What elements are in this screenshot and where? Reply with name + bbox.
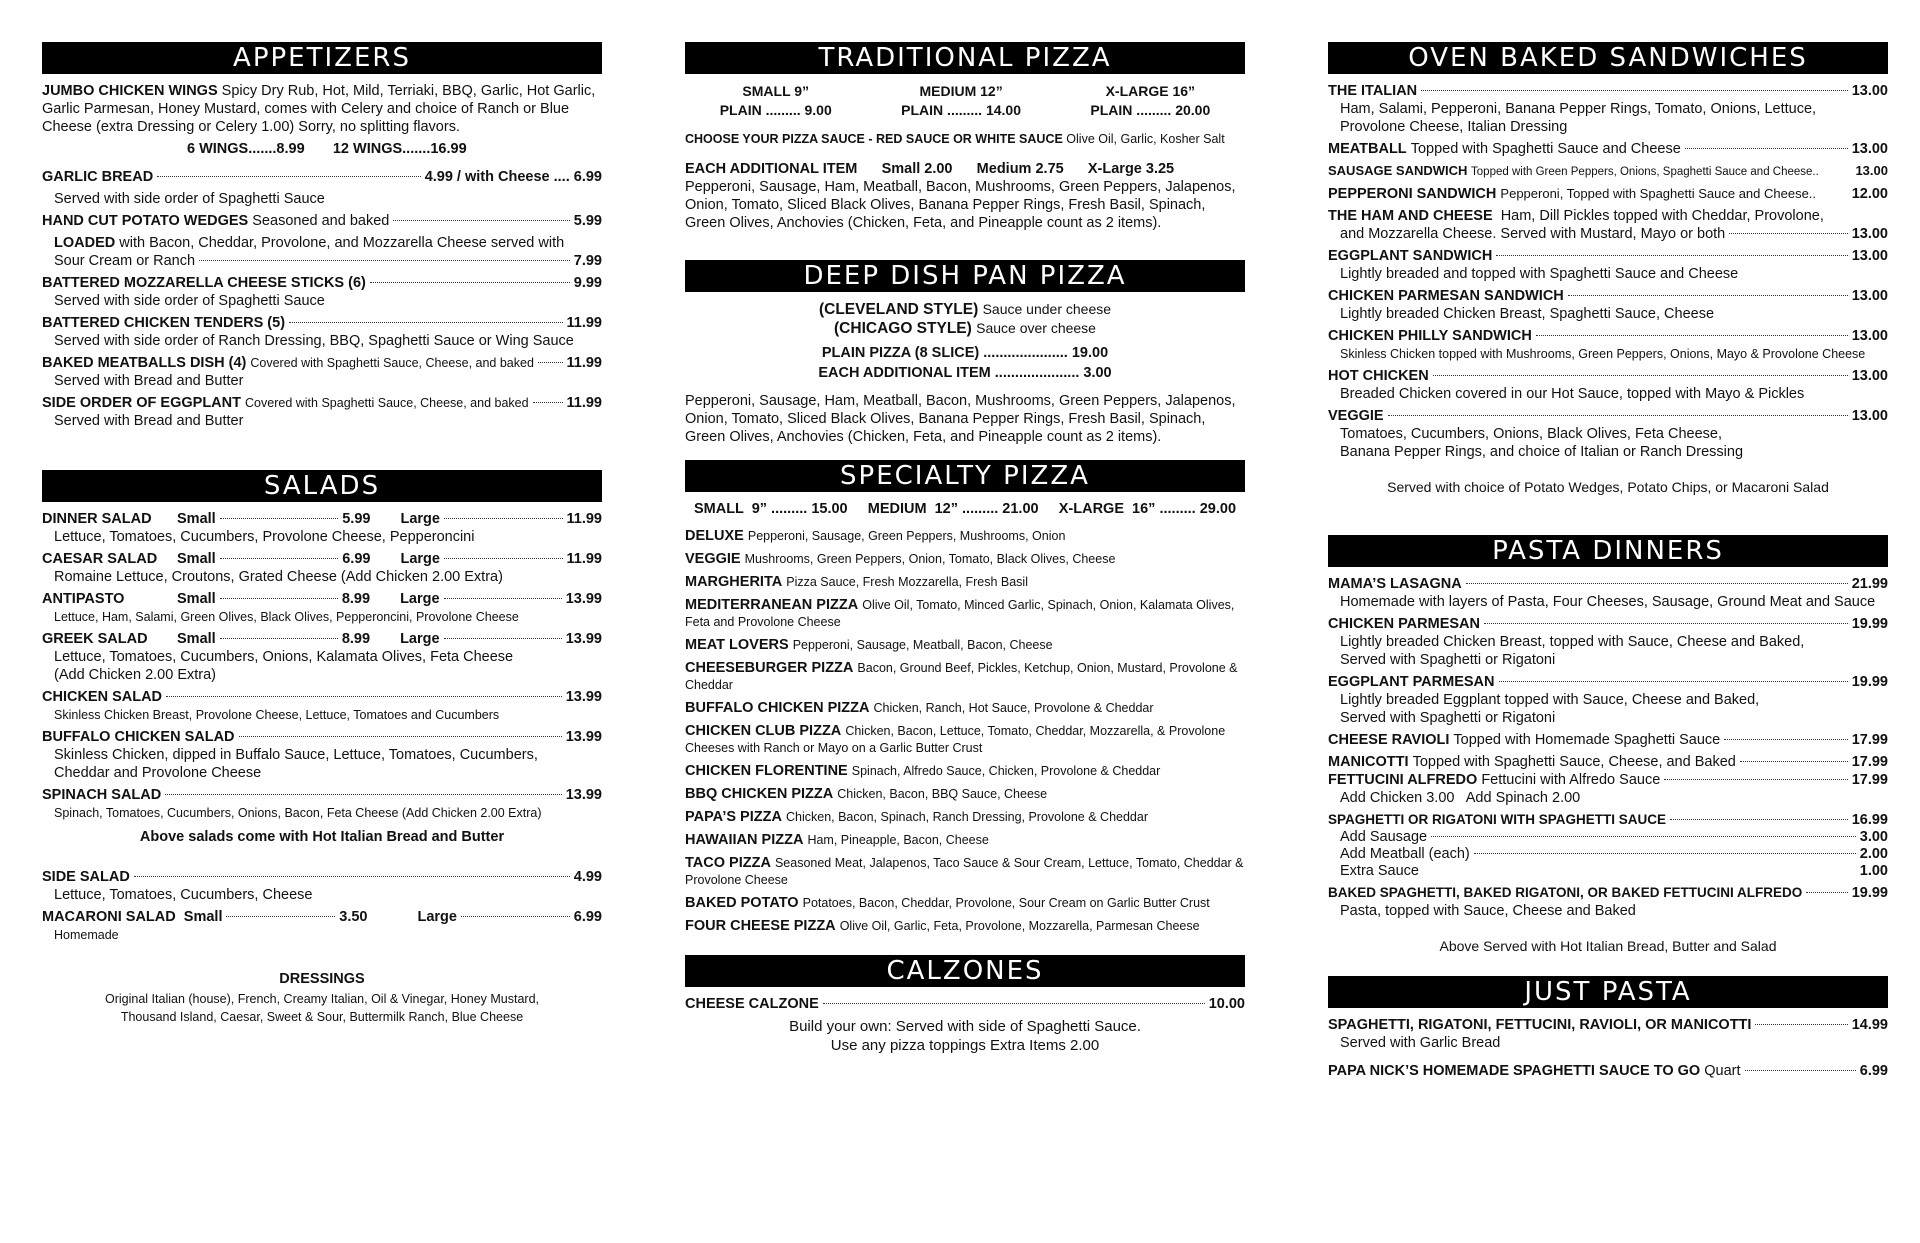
cleveland-style: (CLEVELAND STYLE) Sauce under cheese (818, 301, 1112, 318)
specialty-pizza-item: FOUR CHEESE PIZZA Olive Oil, Garlic, Feta, Provolone, Mozzarella, Parmesan Cheese (685, 918, 1200, 934)
specialty-pizza-item: BUFFALO CHICKEN PIZZA Chicken, Ranch, Hot Sauce, Provolone & Cheddar (685, 700, 1154, 716)
menu-item-chicken-philly: CHICKEN PHILLY SANDWICH 13.00 (1328, 328, 1888, 344)
specialty-sizes: SMALL 9” ......... 15.00 MEDIUM 12” ......... 21.00 X-LARGE 16” ......... 29.00 (693, 501, 1237, 517)
tenders-desc: Served with side order of Ranch Dressing, BBQ, Spaghetti Sauce or Wing Sauce (54, 333, 574, 349)
chicken-salad-desc: Skinless Chicken Breast, Provolone Cheese, Lettuce, Tomatoes and Cucumbers (54, 708, 500, 722)
menu-item-sausage-sandwich: SAUSAGE SANDWICH Topped with Green Peppers, Onions, Spaghetti Sauce and Cheese.. 13.00 (1328, 163, 1888, 178)
specialty-pizza-item: HAWAIIAN PIZZA Ham, Pineapple, Bacon, Cheese (685, 832, 989, 848)
salad-desc: Lettuce, Ham, Salami, Green Olives, Black Olives, Pepperoncini, Provolone Cheese (54, 610, 519, 624)
eggplant-parmesan-desc2: Served with Spaghetti or Rigatoni (1340, 710, 1556, 726)
chicken-parm-sandwich-desc: Lightly breaded Chicken Breast, Spaghetti Sauce, Cheese (1340, 306, 1715, 322)
menu-item-salad: DINNER SALAD Small 5.99 Large 11.99 (42, 511, 603, 527)
dressings-line2: Thousand Island, Caesar, Sweet & Sour, Buttermilk Ranch, Blue Cheese (120, 1010, 524, 1024)
alfredo-addons: Add Chicken 3.00 Add Spinach 2.00 (1340, 790, 1581, 806)
add-sausage-row: Add Sausage 3.00 (1340, 829, 1888, 845)
menu-item-baked-pasta: BAKED SPAGHETTI, BAKED RIGATONI, OR BAKED FETTUCINI ALFREDO 19.99 (1328, 885, 1888, 901)
chicken-philly-desc: Skinless Chicken topped with Mushrooms, Green Peppers, Onions, Mayo & Provolone Cheese (1340, 347, 1866, 361)
dressings-line1: Original Italian (house), French, Creamy Italian, Oil & Vinegar, Honey Mustard, (105, 992, 539, 1006)
specialty-pizza-item: DELUXE Pepperoni, Sausage, Green Peppers, Mushrooms, Onion (685, 528, 1066, 544)
just-pasta-header: JUST PASTA (1328, 976, 1888, 1008)
specialty-pizza-item: MEAT LOVERS Pepperoni, Sausage, Meatball, Bacon, Cheese (685, 637, 1053, 653)
salad-desc: Lettuce, Tomatoes, Cucumbers, Onions, Kalamata Olives, Feta Cheese (54, 649, 514, 665)
column-middle (685, 42, 1245, 1055)
salads-header: SALADS (42, 470, 602, 502)
traditional-toppings: Pepperoni, Sausage, Ham, Meatball, Bacon, Mushrooms, Green Peppers, Jalapenos, Onion, Tomato, Sliced Black Olives, Banana Pepper Rings, Fresh Basil, Spinach, Green Olives, Anchovies (Chicken, Feta, and Pineapple count as 2 items). (685, 179, 1236, 231)
menu-item-italian: THE ITALIAN 13.00 (1328, 83, 1888, 99)
menu-item-side-salad: SIDE SALAD 4.99 (42, 869, 602, 885)
menu-item-fettucini-alfredo: FETTUCINI ALFREDO Fettucini with Alfredo Sauce 17.99 (1328, 772, 1888, 788)
specialty-pizza-item: VEGGIE Mushrooms, Green Peppers, Onion, Tomato, Black Olives, Cheese (685, 551, 1116, 567)
meatballs-desc: Served with Bread and Butter (54, 373, 244, 389)
just-pasta-desc: Served with Garlic Bread (1340, 1035, 1501, 1051)
specialty-pizza-item: PAPA’S PIZZA Chicken, Bacon, Spinach, Ranch Dressing, Provolone & Cheddar (685, 809, 1148, 825)
menu-item-chicken-tenders: BATTERED CHICKEN TENDERS (5) 11.99 (42, 315, 602, 331)
menu-item-wings: JUMBO CHICKEN WINGS Spicy Dry Rub, Hot, Mild, Terriaki, BBQ, Garlic, Hot Garlic, Garlic Parmesan, Honey Mustard, comes with Celery and choice of Ranch or Blue Cheese (extra Dressing or Celery 1.00) Sorry, no splitting flavors. (42, 83, 596, 135)
extra-sauce-row: Extra Sauce 1.00 (1340, 863, 1888, 879)
hot-chicken-desc: Breaded Chicken covered in our Hot Sauce, topped with Mayo & Pickles (1340, 386, 1805, 402)
menu-item-loaded: LOADED with Bacon, Cheddar, Provolone, and Mozzarella Cheese served with (54, 235, 565, 251)
salad-desc2: (Add Chicken 2.00 Extra) (54, 667, 216, 683)
specialty-pizza-item: CHICKEN CLUB PIZZA Chicken, Bacon, Lettuce, Tomato, Cheddar, Mozzarella, & Provolone Cheeses with Ranch or Mayo on a Garlic Butter Crust (685, 723, 1226, 755)
add-meatball-row: Add Meatball (each) 2.00 (1340, 846, 1888, 862)
menu-item-garlic-bread: GARLIC BREAD 4.99 / with Cheese .... 6.99 (42, 169, 602, 185)
traditional-pizza-header: TRADITIONAL PIZZA (685, 42, 1245, 74)
specialty-pizza-item: BAKED POTATO Potatoes, Bacon, Cheddar, Provolone, Sour Cream on Garlic Butter Crust (685, 895, 1210, 911)
garlic-bread-desc: Served with side order of Spaghetti Sauce (54, 191, 325, 207)
menu-item-spaghetti-rigatoni: SPAGHETTI OR RIGATONI WITH SPAGHETTI SAUCE 16.99 (1328, 812, 1888, 828)
specialty-pizza-item: CHICKEN FLORENTINE Spinach, Alfredo Sauce, Chicken, Provolone & Cheddar (685, 763, 1161, 779)
ham-cheese-row: and Mozzarella Cheese. Served with Mustard, Mayo or both 13.00 (1340, 226, 1888, 242)
deep-dish-each: EACH ADDITIONAL ITEM ..................... 3.00 (818, 365, 1112, 381)
salad-desc: Lettuce, Tomatoes, Cucumbers, Provolone Cheese, Pepperoncini (54, 529, 475, 545)
calzone-note1: Build your own: Served with side of Spaghetti Sauce. (789, 1018, 1141, 1035)
menu-item-veggie-sandwich: VEGGIE 13.00 (1328, 408, 1888, 424)
wings-prices: 6 WINGS.......8.99 12 WINGS.......16.99 (187, 141, 467, 157)
appetizers-header: APPETIZERS (42, 42, 602, 74)
loaded-price-row: Sour Cream or Ranch 7.99 (54, 253, 602, 269)
sandwiches-note: Served with choice of Potato Wedges, Potato Chips, or Macaroni Salad (1387, 479, 1829, 495)
menu-item-salad: GREEK SALAD Small 8.99 Large 13.99 (42, 631, 602, 647)
menu-item-sauce-to-go: PAPA NICK’S HOMEMADE SPAGHETTI SAUCE TO GO Quart 6.99 (1328, 1063, 1888, 1079)
spinach-salad-desc: Spinach, Tomatoes, Cucumbers, Onions, Bacon, Feta Cheese (Add Chicken 2.00 Extra) (54, 806, 542, 820)
specialty-pizza-item: TACO PIZZA Seasoned Meat, Jalapenos, Taco Sauce & Sour Cream, Lettuce, Tomato, Cheddar & Provolone Cheese (685, 855, 1244, 887)
specialty-list (685, 528, 1245, 935)
menu-item-macaroni-salad: MACARONI SALAD Small 3.50 Large 6.99 (42, 909, 602, 925)
deep-dish-toppings: Pepperoni, Sausage, Ham, Meatball, Bacon, Mushrooms, Green Peppers, Jalapenos, Onion, Tomato, Sliced Black Olives, Banana Pepper Rings, Fresh Basil, Spinach, Green Olives, Anchovies (Chicken, Feta, and Pineapple count as 2 items). (685, 393, 1236, 445)
menu-item-potato-wedges: HAND CUT POTATO WEDGES Seasoned and baked 5.99 (42, 213, 602, 229)
menu-item-eggplant-parmesan: EGGPLANT PARMESAN 19.99 (1328, 674, 1888, 690)
menu-item-eggplant-side: SIDE ORDER OF EGGPLANT Covered with Spaghetti Sauce, Cheese, and baked 11.99 (42, 395, 602, 411)
specialty-pizza-item: MEDITERRANEAN PIZZA Olive Oil, Tomato, Minced Garlic, Spinach, Onion, Kalamata Olives, Feta and Provolone Cheese (685, 597, 1235, 629)
salad-list (42, 510, 602, 684)
side-salad-desc: Lettuce, Tomatoes, Cucumbers, Cheese (54, 887, 313, 903)
deep-dish-header: DEEP DISH PAN PIZZA (685, 260, 1245, 292)
eggplant-side-desc: Served with Bread and Butter (54, 413, 244, 429)
chicken-parmesan-desc2: Served with Spaghetti or Rigatoni (1340, 652, 1556, 668)
sandwiches-header: OVEN BAKED SANDWICHES (1328, 42, 1888, 74)
menu-item-manicotti: MANICOTTI Topped with Spaghetti Sauce, Cheese, and Baked 17.99 (1328, 754, 1888, 770)
menu-item-ham-cheese: THE HAM AND CHEESE Ham, Dill Pickles topped with Cheddar, Provolone, (1328, 208, 1824, 224)
sauce-choice: CHOOSE YOUR PIZZA SAUCE - RED SAUCE OR WHITE SAUCE Olive Oil, Garlic, Kosher Salt (685, 132, 1225, 146)
buffalo-salad-desc: Skinless Chicken, dipped in Buffalo Sauce, Lettuce, Tomatoes, Cucumbers, (54, 747, 538, 763)
veggie-sandwich-desc2: Banana Pepper Rings, and choice of Italian or Ranch Dressing (1340, 444, 1744, 460)
menu-item-cheese-ravioli: CHEESE RAVIOLI Topped with Homemade Spaghetti Sauce 17.99 (1328, 732, 1888, 748)
italian-desc2: Provolone Cheese, Italian Dressing (1340, 119, 1568, 135)
column-right (1328, 42, 1888, 1084)
veggie-sandwich-desc: Tomatoes, Cucumbers, Onions, Black Olives, Feta Cheese, (1340, 426, 1722, 442)
menu-item-salad: ANTIPASTO Small 8.99 Large 13.99 (42, 591, 602, 607)
traditional-sizes: SMALL 9” PLAIN ......... 9.00 MEDIUM 12” PLAIN ......... 14.00 X-LARGE 16” PLAIN ......... 20.00 (719, 83, 1211, 118)
pasta-dinners-header: PASTA DINNERS (1328, 535, 1888, 567)
menu-item-meatballs: BAKED MEATBALLS DISH (4) Covered with Spaghetti Sauce, Cheese, and baked 11.99 (42, 355, 602, 371)
menu-item-hot-chicken: HOT CHICKEN 13.00 (1328, 368, 1888, 384)
buffalo-salad-desc2: Cheddar and Provolone Cheese (54, 765, 262, 781)
chicken-parmesan-desc: Lightly breaded Chicken Breast, topped with Sauce, Cheese and Baked, (1340, 634, 1805, 650)
menu-item-buffalo-salad: BUFFALO CHICKEN SALAD 13.99 (42, 729, 602, 745)
menu-item-chicken-parm-sandwich: CHICKEN PARMESAN SANDWICH 13.00 (1328, 288, 1888, 304)
calzones-header: CALZONES (685, 955, 1245, 987)
macaroni-desc: Homemade (54, 928, 119, 942)
menu-item-pepperoni-sandwich: PEPPERONI SANDWICH Pepperoni, Topped with Spaghetti Sauce and Cheese.. 12.00 (1328, 186, 1888, 202)
dressings-title: DRESSINGS (279, 971, 365, 987)
salad-desc: Romaine Lettuce, Croutons, Grated Cheese (Add Chicken 2.00 Extra) (54, 569, 503, 585)
eggplant-sandwich-desc: Lightly breaded and topped with Spaghetti Sauce and Cheese (1340, 266, 1739, 282)
menu-item-chicken-parmesan: CHICKEN PARMESAN 19.99 (1328, 616, 1888, 632)
specialty-pizza-item: CHEESEBURGER PIZZA Bacon, Ground Beef, Pickles, Ketchup, Onion, Mustard, Provolone & Cheddar (685, 660, 1238, 692)
column-left (42, 42, 602, 1026)
salads-note: Above salads come with Hot Italian Bread and Butter (139, 829, 505, 845)
lasagna-desc: Homemade with layers of Pasta, Four Cheeses, Sausage, Ground Meat and Sauce (1340, 594, 1876, 610)
mozzarella-desc: Served with side order of Spaghetti Sauce (54, 293, 325, 309)
deep-dish-plain: PLAIN PIZZA (8 SLICE) ..................... 19.00 (821, 345, 1109, 361)
menu-item-cheese-calzone: CHEESE CALZONE 10.00 (685, 996, 1245, 1012)
each-additional-item: EACH ADDITIONAL ITEM Small 2.00 Medium 2.75 X-Large 3.25 (685, 161, 1175, 177)
menu-item-spinach-salad: SPINACH SALAD 13.99 (42, 787, 602, 803)
italian-desc: Ham, Salami, Pepperoni, Banana Pepper Rings, Tomato, Onions, Lettuce, (1340, 101, 1817, 117)
specialty-pizza-item: BBQ CHICKEN PIZZA Chicken, Bacon, BBQ Sauce, Cheese (685, 786, 1048, 802)
specialty-pizza-header: SPECIALTY PIZZA (685, 460, 1245, 492)
menu-item-salad: CAESAR SALAD Small 6.99 Large 11.99 (42, 551, 603, 567)
menu-item-meatball-sandwich: MEATBALL Topped with Spaghetti Sauce and Cheese 13.00 (1328, 141, 1888, 157)
menu-item-lasagna: MAMA’S LASAGNA 21.99 (1328, 576, 1888, 592)
calzone-note2: Use any pizza toppings Extra Items 2.00 (830, 1037, 1100, 1054)
pasta-note: Above Served with Hot Italian Bread, Butter and Salad (1439, 938, 1777, 954)
menu-item-mozzarella-sticks: BATTERED MOZZARELLA CHEESE STICKS (6) 9.99 (42, 275, 602, 291)
eggplant-parmesan-desc: Lightly breaded Eggplant topped with Sauce, Cheese and Baked, (1340, 692, 1760, 708)
chicago-style: (CHICAGO STYLE) Sauce over cheese (834, 320, 1096, 337)
baked-pasta-desc: Pasta, topped with Sauce, Cheese and Baked (1340, 903, 1636, 919)
menu-item-chicken-salad: CHICKEN SALAD 13.99 (42, 689, 602, 705)
specialty-pizza-item: MARGHERITA Pizza Sauce, Fresh Mozzarella, Fresh Basil (685, 574, 1028, 590)
menu-item-just-pasta: SPAGHETTI, RIGATONI, FETTUCINI, RAVIOLI, OR MANICOTTI 14.99 (1328, 1017, 1888, 1033)
menu-item-eggplant-sandwich: EGGPLANT SANDWICH 13.00 (1328, 248, 1888, 264)
